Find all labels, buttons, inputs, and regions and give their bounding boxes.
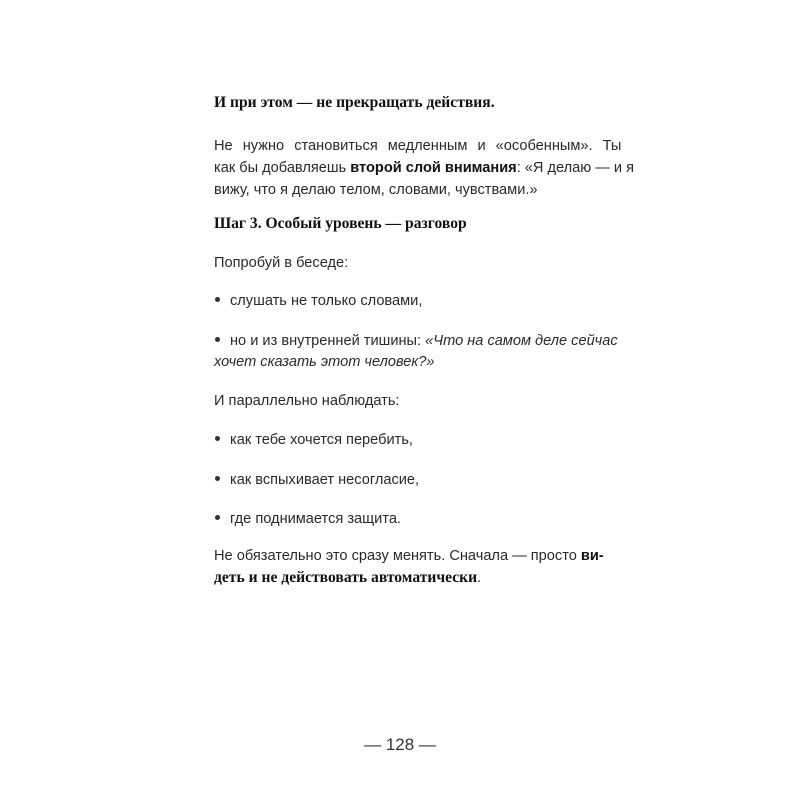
emphasis-line: И при этом — не прекращать действия. <box>214 94 495 111</box>
bullet-icon <box>215 337 220 342</box>
bullet-item-5 <box>214 509 401 529</box>
paragraph-1-text-end: : «Я делаю — и я <box>516 160 635 176</box>
bullet-text: как вспыхивает несогласие, <box>230 472 420 488</box>
bullet-item-2-continuation: хочет сказать этот человек?» <box>214 354 435 370</box>
bullet-text: слушать не только словами, <box>230 293 423 309</box>
section-heading: Шаг 3. Особый уровень — разговор <box>214 215 467 232</box>
page-number: — 128 — <box>364 735 436 754</box>
bullet-icon <box>215 436 220 441</box>
bullet-item-1 <box>214 291 422 311</box>
bullet-text: но и из внутренней тишины: <box>230 333 426 349</box>
paragraph-1-line-2 <box>214 158 634 178</box>
closing-paragraph-line-2 <box>214 568 481 588</box>
paragraph-1-bold: второй слой внимания <box>350 160 517 176</box>
bullet-text: где поднимается защита. <box>230 511 401 527</box>
bullet-item-2 <box>214 331 618 351</box>
bullet-item-4 <box>214 470 419 490</box>
bullet-item-3 <box>214 430 413 450</box>
bullet-icon <box>215 297 220 302</box>
bullet-italic-text: «Что на самом деле сейчас <box>425 333 618 349</box>
closing-bold: ви- <box>580 548 604 564</box>
bullet-text: как тебе хочется перебить, <box>230 432 413 448</box>
observe-line: И параллельно наблюдать: <box>214 393 400 409</box>
closing-period: . <box>477 570 482 586</box>
paragraph-1-text: как бы добавляешь <box>214 160 351 176</box>
paragraph-1-line-1: Не нужно становиться медленным и «особенным». Ты <box>214 138 622 154</box>
closing-bold-end: деть и не действовать автоматически <box>214 569 478 586</box>
closing-paragraph-line-1 <box>214 546 604 566</box>
bullet-icon <box>215 476 220 481</box>
closing-text: Не обязательно это сразу менять. Сначала — просто <box>214 548 581 564</box>
intro-line: Попробуй в беседе: <box>214 255 349 271</box>
bullet-icon <box>215 515 220 520</box>
paragraph-1-line-3: вижу, что я делаю телом, словами, чувствами.» <box>214 182 538 198</box>
